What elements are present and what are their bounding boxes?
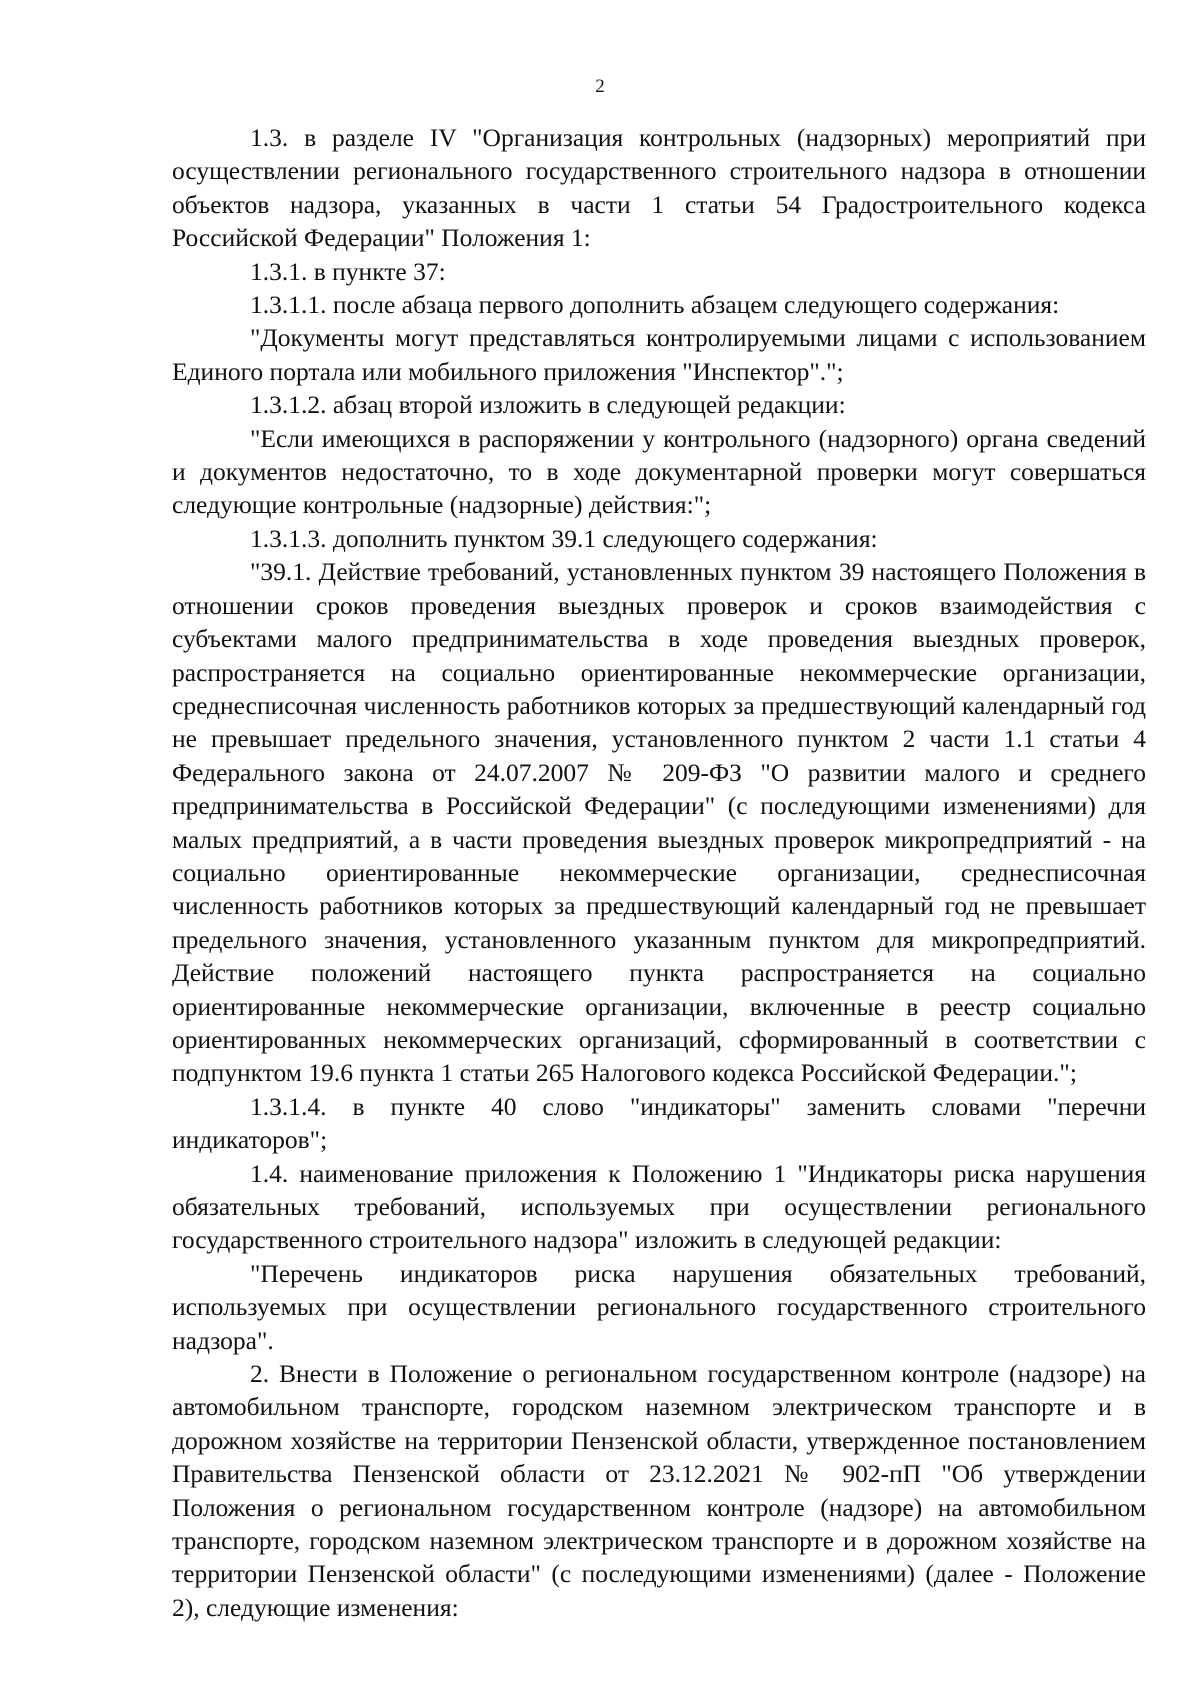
paragraph-39-1: "39.1. Действие требований, установленных пунктом 39 настоящего Положения в отношении сроков проведения выездных проверок и сроков взаимодействия с субъектами малого предпринимательства в ходе проведения выездных проверок, распространяется на социально ориентированные некоммерческие организации, среднесписочная численность работников которых за предшествующий календарный год не превышает предельного значения, установленного пунктом 2 части 1.1 статьи 4 Федерального закона от 24.07.2007 № 209-ФЗ "О развитии малого и среднего предпринимательства в Российской Федерации" (с последующими изменениями) для малых предприятий, а в части проведения выездных проверок микропредприятий - на социально ориентированные некоммерческие организации, среднесписочная численность работников которых за предшествующий календарный год не превышает предельного значения, установленного указанным пунктом для микропредприятий. Действие положений настоящего пункта распространяется на социально ориентированные некоммерческие организации, включенные в реестр социально ориентированных некоммерческих организаций, сформированный в соответствии с подпунктом 19.6 пункта 1 статьи 265 Налогового кодекса Российской Федерации."; — [172, 557, 1146, 1088]
paragraph-1-4: 1.4. наименование приложения к Положению 1 "Индикаторы риска нарушения обязательных требований, используемых при осуществлении регионального государственного строительного надзора" изложить в следующей редакции: — [172, 1158, 1146, 1255]
paragraph-1-3-1-3: 1.3.1.3. дополнить пунктом 39.1 следующего содержания: — [250, 523, 878, 553]
paragraph-1-3-1: 1.3.1. в пункте 37: — [250, 256, 446, 286]
paragraph-1-3-1-1: 1.3.1.1. после абзаца первого дополнить абзацем следующего содержания: — [250, 290, 1060, 320]
paragraph-1-3: 1.3. в разделе IV "Организация контрольных (надзорных) мероприятий при осуществлении регионального государственного строительного надзора в отношении объектов надзора, указанных в части 1 статьи 54 Градостроительного кодекса Российской Федерации" Положения 1: — [172, 123, 1146, 253]
paragraph-quote-documents: "Документы могут представляться контролируемыми лицами с использованием Единого портала или мобильного приложения "Инспектор"."; — [172, 323, 1146, 386]
paragraph-1-3-1-2: 1.3.1.2. абзац второй изложить в следующей редакции: — [250, 390, 846, 420]
page-number: 2 — [595, 76, 605, 97]
paragraph-2: 2. Внести в Положение о региональном государственном контроле (надзоре) на автомобильном транспорте, городском наземном электрическом транспорте и в дорожном хозяйстве на территории Пензенской области, утвержденное постановлением Правительства Пензенской области от 23.12.2021 № 902-пП "Об утверждении Положения о региональном государственном контроле (надзоре) на автомобильном транспорте, городском наземном электрическом транспорте и в дорожном хозяйстве на территории Пензенской области" (с последующими изменениями) (далее - Положение 2), следующие изменения: — [172, 1359, 1146, 1622]
paragraph-1-3-1-4: 1.3.1.4. в пункте 40 слово "индикаторы" заменить словами "перечни индикаторов"; — [172, 1091, 1146, 1155]
paragraph-quote-list-indicators: "Перечень индикаторов риска нарушения обязательных требований, используемых при осуществлении регионального государственного строительного надзора". — [172, 1258, 1146, 1355]
paragraph-quote-if-documents: "Если имеющихся в распоряжении у контрольного (надзорного) органа сведений и документов недостаточно, то в ходе документарной проверки могут совершаться следующие контрольные (надзорные) действия:"; — [172, 423, 1146, 520]
document-body — [172, 121, 1146, 1624]
